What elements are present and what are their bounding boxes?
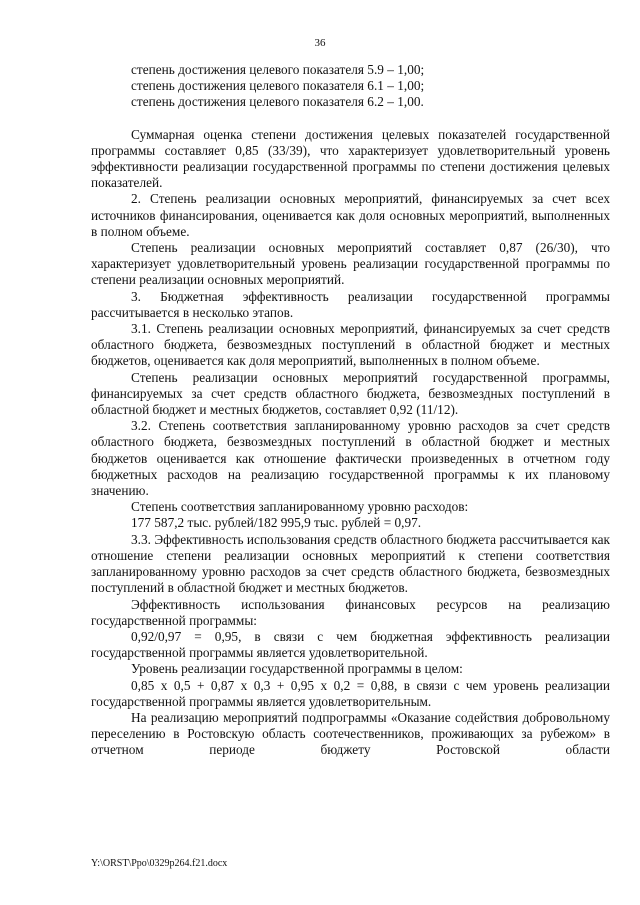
paragraph-gap	[91, 111, 610, 127]
paragraph: 3.3. Эффективность использования средств областного бюджета рассчитывается как отношение степени реализации основных мероприятий к степени соответствия запланированному уровню расходов за счет средств областного бюджета, безвозмездных поступлений в областной бюджет и местных бюджетов.	[91, 531, 610, 596]
paragraph: Степень реализации основных мероприятий составляет 0,87 (26/30), что характеризует удовлетворительный уровень реализации государственной программы по степени реализации основных мероприятий.	[91, 240, 610, 288]
paragraph: Суммарная оценка степени достижения целевых показателей государственной программы составляет 0,85 (33/39), что характеризует удовлетворительный уровень эффективности реализации государственной программы по степени достижения целевых показателей.	[91, 126, 610, 191]
paragraph: 3.1. Степень реализации основных мероприятий, финансируемых за счет средств областного бюджета, безвозмездных поступлений в областной бюджет и местных бюджетов, оценивается как доля мероприятий, выполненных в полном объеме.	[91, 321, 610, 369]
formula: 0,92/0,97 = 0,95, в связи с чем бюджетная эффективность реализации государственной программы является удовлетворительной.	[91, 628, 610, 661]
footer-file-path: Y:\ORST\Ppo\0329p264.f21.docx	[91, 858, 228, 869]
paragraph: степень достижения целевого показателя 6.1 – 1,00;	[131, 78, 425, 94]
paragraph: Эффективность использования финансовых ресурсов на реализацию государственной программы:	[91, 596, 610, 628]
paragraph: 3.2. Степень соответствия запланированному уровню расходов за счет средств областного бюджета, безвозмездных поступлений в областной бюджет и местных бюджетов оценивается как отношение фактически произведенных в отчетном году бюджетных расходов на реализацию государственной программы к их плановому значению.	[91, 418, 610, 499]
paragraph: Степень реализации основных мероприятий государственной программы, финансируемых за счет средств областного бюджета, безвозмездных поступлений в областной бюджет и местных бюджетов, составляет 0,92 (11/12).	[91, 369, 610, 418]
formula: 177 587,2 тыс. рублей/182 995,9 тыс. рублей = 0,97.	[131, 515, 422, 531]
paragraph: степень достижения целевого показателя 6.2 – 1,00.	[131, 94, 424, 110]
paragraph: 3. Бюджетная эффективность реализации государственной программы рассчитывается в несколько этапов.	[91, 288, 610, 320]
page-number: 36	[314, 37, 326, 49]
paragraph: На реализацию мероприятий подпрограммы «Оказание содействия добровольному переселению в Ростовскую область соотечественников, проживающих за рубежом» в отчетном периоде бюджету Ростовской области	[91, 709, 610, 758]
paragraph: 2. Степень реализации основных мероприятий, финансируемых за счет всех источников финансирования, оценивается как доля основных мероприятий, выполненных в полном объеме.	[91, 191, 610, 239]
formula: 0,85 х 0,5 + 0,87 х 0,3 + 0,95 х 0,2 = 0,88, в связи с чем уровень реализации государственной программы является удовлетворительным.	[91, 677, 610, 709]
document-body	[91, 62, 610, 759]
paragraph: Степень соответствия запланированному уровню расходов:	[131, 499, 469, 515]
paragraph: степень достижения целевого показателя 5.9 – 1,00;	[131, 62, 425, 77]
paragraph: Уровень реализации государственной программы в целом:	[131, 661, 463, 677]
